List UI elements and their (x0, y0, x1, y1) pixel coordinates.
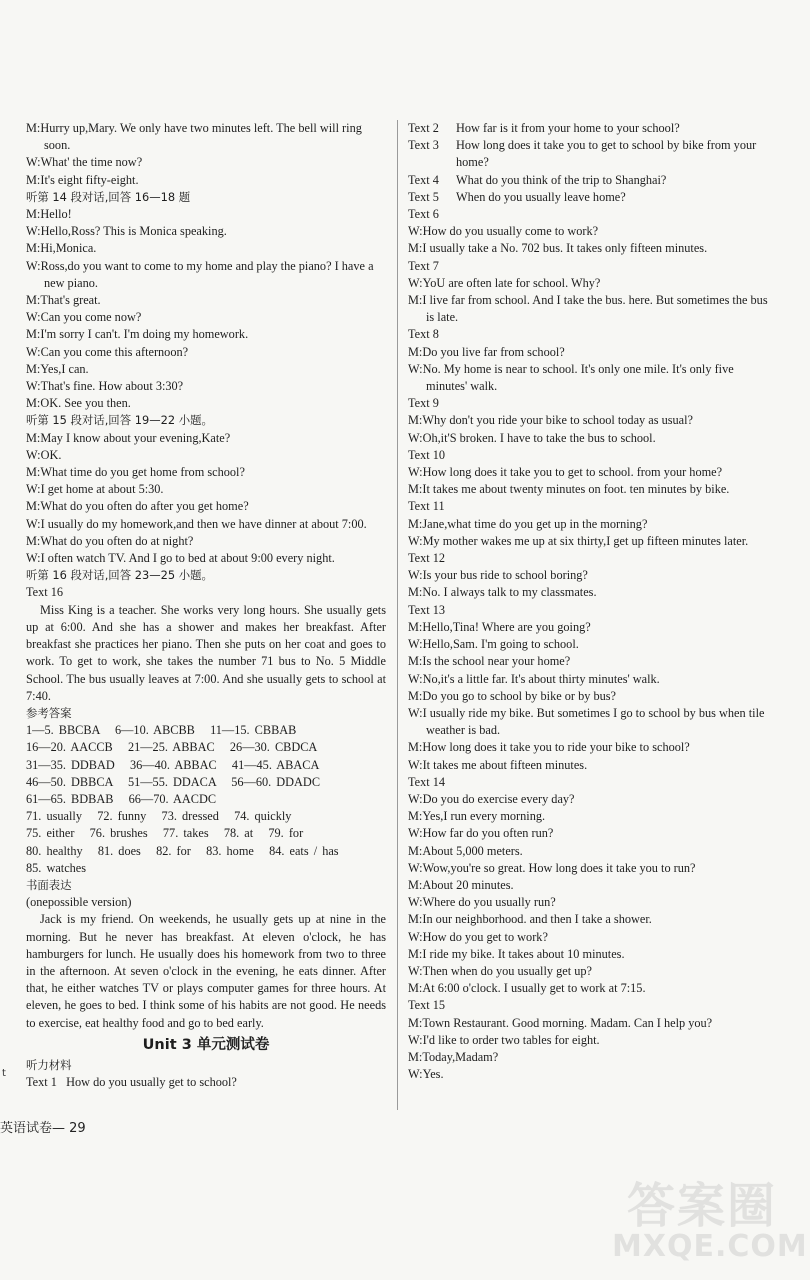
watermark-logo (612, 1167, 808, 1272)
paragraph: Jack is my friend. On weekends, he usually gets up at nine in the morning. But he never has breakfast. At eleven o'clock, he has hamburgers for lunch. He usually does his homework from two to three in the afternoon. At seven o'clock in the evening, he eats dinner. After that, he either watches TV or plays computer games for three hours. At eleven, he goes to bed. I think some of his habits are not good. He needs to exercise, eat healthy food and go to bed early. (26, 912, 390, 1030)
dialogue-line: M:Yes,I run every morning. (408, 809, 546, 824)
dialogue-line: W:Do you do exercise every day? (408, 791, 575, 806)
answer-line: 85. watches (26, 860, 87, 875)
section-heading: 听第 14 段对话,回答 16—18 题 (26, 189, 191, 204)
answer-line: 80. healthy 81. does 82. for 83. home 84. eats / has (26, 843, 339, 858)
dialogue-line: W:Wow,you're so great. How long does it take you to run? (408, 860, 696, 875)
section-heading: 听力材料 (26, 1057, 72, 1072)
dialogue-line: M:No. I always talk to my classmates. (408, 585, 597, 600)
text-question-line (408, 206, 768, 223)
dialogue-line: W:I usually ride my bike. But sometimes I go to school by bus when tile weather is bad. (408, 705, 768, 738)
question-text: When do you usually leave home? (456, 189, 626, 204)
dialogue-line: W:Can you come this afternoon? (26, 344, 189, 359)
unit-title: Unit 3 单元测试卷 (142, 1036, 270, 1053)
dialogue-line: M:Hello! (26, 207, 72, 222)
dialogue-line: W:How do you get to work? (408, 929, 548, 944)
answer-line: 71. usually 72. funny 73. dressed 74. quickly (26, 809, 292, 824)
text-question-line (408, 172, 768, 189)
dialogue-line: W:What' the time now? (26, 155, 143, 170)
dialogue-line: M:Is the school near your home? (408, 654, 571, 669)
watermark-en: MXQE.COM (612, 1229, 808, 1264)
dialogue-line: M:I live far from school. And I take the bus. here. But sometimes the bus is late. (408, 293, 771, 325)
dialogue-line: M:In our neighborhood. and then I take a shower. (408, 912, 652, 927)
dialogue-line: W:Yes. (408, 1067, 444, 1082)
dialogue-line: W:I usually do my homework,and then we have dinner at about 7:00. (26, 516, 367, 531)
text-line: Text 8 (408, 327, 439, 342)
text-label: Text 2 (408, 121, 439, 135)
right-column (408, 120, 771, 1083)
text-label: Text 6 (408, 207, 439, 222)
text-line: Text 14 (408, 774, 446, 789)
dialogue-line: M:Hurry up,Mary. We only have two minutes left. The bell will ring soon. (26, 121, 365, 153)
text-line: Text 9 (408, 396, 439, 411)
text-line: Text 1 How do you usually get to school? (26, 1074, 237, 1089)
text-line: Text 11 (408, 499, 445, 514)
left-lines (26, 120, 390, 1032)
dialogue-line: W:Is your bus ride to school boring? (408, 568, 588, 583)
dialogue-line: M:About 20 minutes. (408, 877, 514, 892)
watermark-cn: 答案圈 (626, 1178, 777, 1234)
left-column (26, 120, 390, 1091)
right-lines (408, 120, 771, 1083)
text-line: Text 12 (408, 551, 446, 566)
dialogue-line: W:Oh,it'S broken. I have to take the bus to school. (408, 430, 656, 445)
dialogue-line: W:YoU are often late for school. Why? (408, 275, 601, 290)
dialogue-line: W:No. My home is near to school. It's only one mile. It's only five minutes' walk. (408, 361, 737, 394)
dialogue-line: M:Hello,Tina! Where are you going? (408, 619, 591, 634)
answer-line: 16—20. AACCB 21—25. ABBAC 26—30. CBDCA (26, 740, 318, 755)
dialogue-line: W:My mother wakes me up at six thirty,I get up fifteen minutes later. (408, 533, 749, 548)
dialogue-line: M:How long does it take you to ride your bike to school? (408, 740, 690, 755)
dialogue-line: W:OK. (26, 447, 62, 462)
page-footer: 英语试卷— 29 (0, 1121, 86, 1136)
dialogue-line: M:I usually take a No. 702 bus. It takes only fifteen minutes. (408, 241, 708, 256)
dialogue-line: W:Ross,do you want to come to my home and play the piano? I have a new piano. (26, 258, 377, 290)
dialogue-line: M:What time do you get home from school? (26, 465, 245, 480)
text-question-line (408, 189, 768, 206)
text-line: Text 10 (408, 447, 446, 462)
question-text (456, 206, 768, 223)
text-line: Text 16 (26, 585, 64, 600)
dialogue-line: W:How long does it take you to get to school. from your home? (408, 465, 723, 480)
text-line: Text 7 (408, 258, 439, 273)
section-heading: 参考答案 (26, 705, 72, 720)
dialogue-line: W:Hello,Sam. I'm going to school. (408, 637, 579, 652)
dialogue-line: W:Hello,Ross? This is Monica speaking. (26, 224, 227, 239)
dialogue-line: W:No,it's a little far. It's about thirty minutes' walk. (408, 671, 660, 686)
dialogue-line: M:It's eight fifty-eight. (26, 172, 139, 187)
text-label: Text 4 (408, 172, 439, 187)
text-label: Text 5 (408, 189, 439, 204)
dialogue-line: M:What do you often do after you get home? (26, 499, 249, 514)
text-question-line (408, 120, 768, 137)
dialogue-line: W:I get home at about 5:30. (26, 482, 164, 497)
text-line: Text 15 (408, 998, 446, 1013)
answer-line: 61—65. BDBAB 66—70. AACDC (26, 791, 217, 806)
dialogue-line: M:OK. See you then. (26, 396, 131, 411)
dialogue-line: W:It takes me about fifteen minutes. (408, 757, 588, 772)
dialogue-line: W:Where do you usually run? (408, 895, 556, 910)
question-text: How far is it from your home to your school? (456, 121, 680, 135)
dialogue-line: W:How do you usually come to work? (408, 224, 599, 239)
question-text: How long does it take you to get to school by bike from your home? (456, 138, 757, 170)
dialogue-line: W:I'd like to order two tables for eight. (408, 1032, 600, 1047)
dialogue-line: W:I often watch TV. And I go to bed at about 9:00 every night. (26, 551, 335, 566)
question-text: What do you think of the trip to Shanghai? (456, 172, 667, 187)
dialogue-line: M:Do you live far from school? (408, 344, 565, 359)
dialogue-line: M:Yes,I can. (26, 361, 89, 376)
section-heading: 听第 15 段对话,回答 19—22 小题。 (26, 413, 213, 428)
dialogue-line: M:I'm sorry I can't. I'm doing my homework. (26, 327, 249, 342)
text-question-line (408, 137, 768, 171)
dialogue-line: M:Today,Madam? (408, 1049, 499, 1064)
answer-line: 75. either 76. brushes 77. takes 78. at 79. for (26, 826, 304, 841)
dialogue-line: W:That's fine. How about 3:30? (26, 379, 184, 394)
paragraph: Miss King is a teacher. She works very long hours. She usually gets up at 6:00. And she has a shower and makes her breakfast. After breakfast she practices her piano. Then she puts on her coat and goes to work. To get to work, she takes the number 71 bus to No. 5 Middle School. The bus usually leaves at 7:00. And she usually gets to school at 7:40. (26, 602, 390, 703)
text-label: Text 3 (408, 138, 439, 153)
dialogue-line: W:Then when do you usually get up? (408, 963, 592, 978)
column-divider (397, 120, 398, 1110)
section-heading: 书面表达 (26, 877, 72, 892)
dialogue-line: W:Can you come now? (26, 310, 142, 325)
dialogue-line: M:Jane,what time do you get up in the morning? (408, 516, 648, 531)
edge-mark: t (2, 1068, 6, 1079)
dialogue-line: M:That's great. (26, 293, 101, 308)
left-tail-lines (26, 1057, 386, 1091)
dialogue-line: M:About 5,000 meters. (408, 843, 523, 858)
dialogue-line: M:At 6:00 o'clock. I usually get to work at 7:15. (408, 981, 646, 996)
answer-line: 46—50. DBBCA 51—55. DDACA 56—60. DDADC (26, 774, 321, 789)
text-line: Text 13 (408, 602, 446, 617)
answer-line: 1—5. BBCBA 6—10. ABCBB 11—15. CBBAB (26, 723, 297, 738)
answer-line: 31—35. DDBAD 36—40. ABBAC 41—45. ABACA (26, 757, 320, 772)
dialogue-line: M:May I know about your evening,Kate? (26, 430, 231, 445)
dialogue-line: M:Why don't you ride your bike to school today as usual? (408, 413, 693, 428)
dialogue-line: M:I ride my bike. It takes about 10 minutes. (408, 946, 625, 961)
section-heading: 听第 16 段对话,回答 23—25 小题。 (26, 568, 213, 583)
dialogue-line: M:What do you often do at night? (26, 533, 194, 548)
dialogue-line: W:How far do you often run? (408, 826, 554, 841)
dialogue-line: M:Town Restaurant. Good morning. Madam. Can I help you? (408, 1015, 713, 1030)
dialogue-line: M:Hi,Monica. (26, 241, 97, 256)
dialogue-line: M:It takes me about twenty minutes on foot. ten minutes by bike. (408, 482, 730, 497)
text-line: (onepossible version) (26, 895, 132, 910)
dialogue-line: M:Do you go to school by bike or by bus? (408, 688, 617, 703)
